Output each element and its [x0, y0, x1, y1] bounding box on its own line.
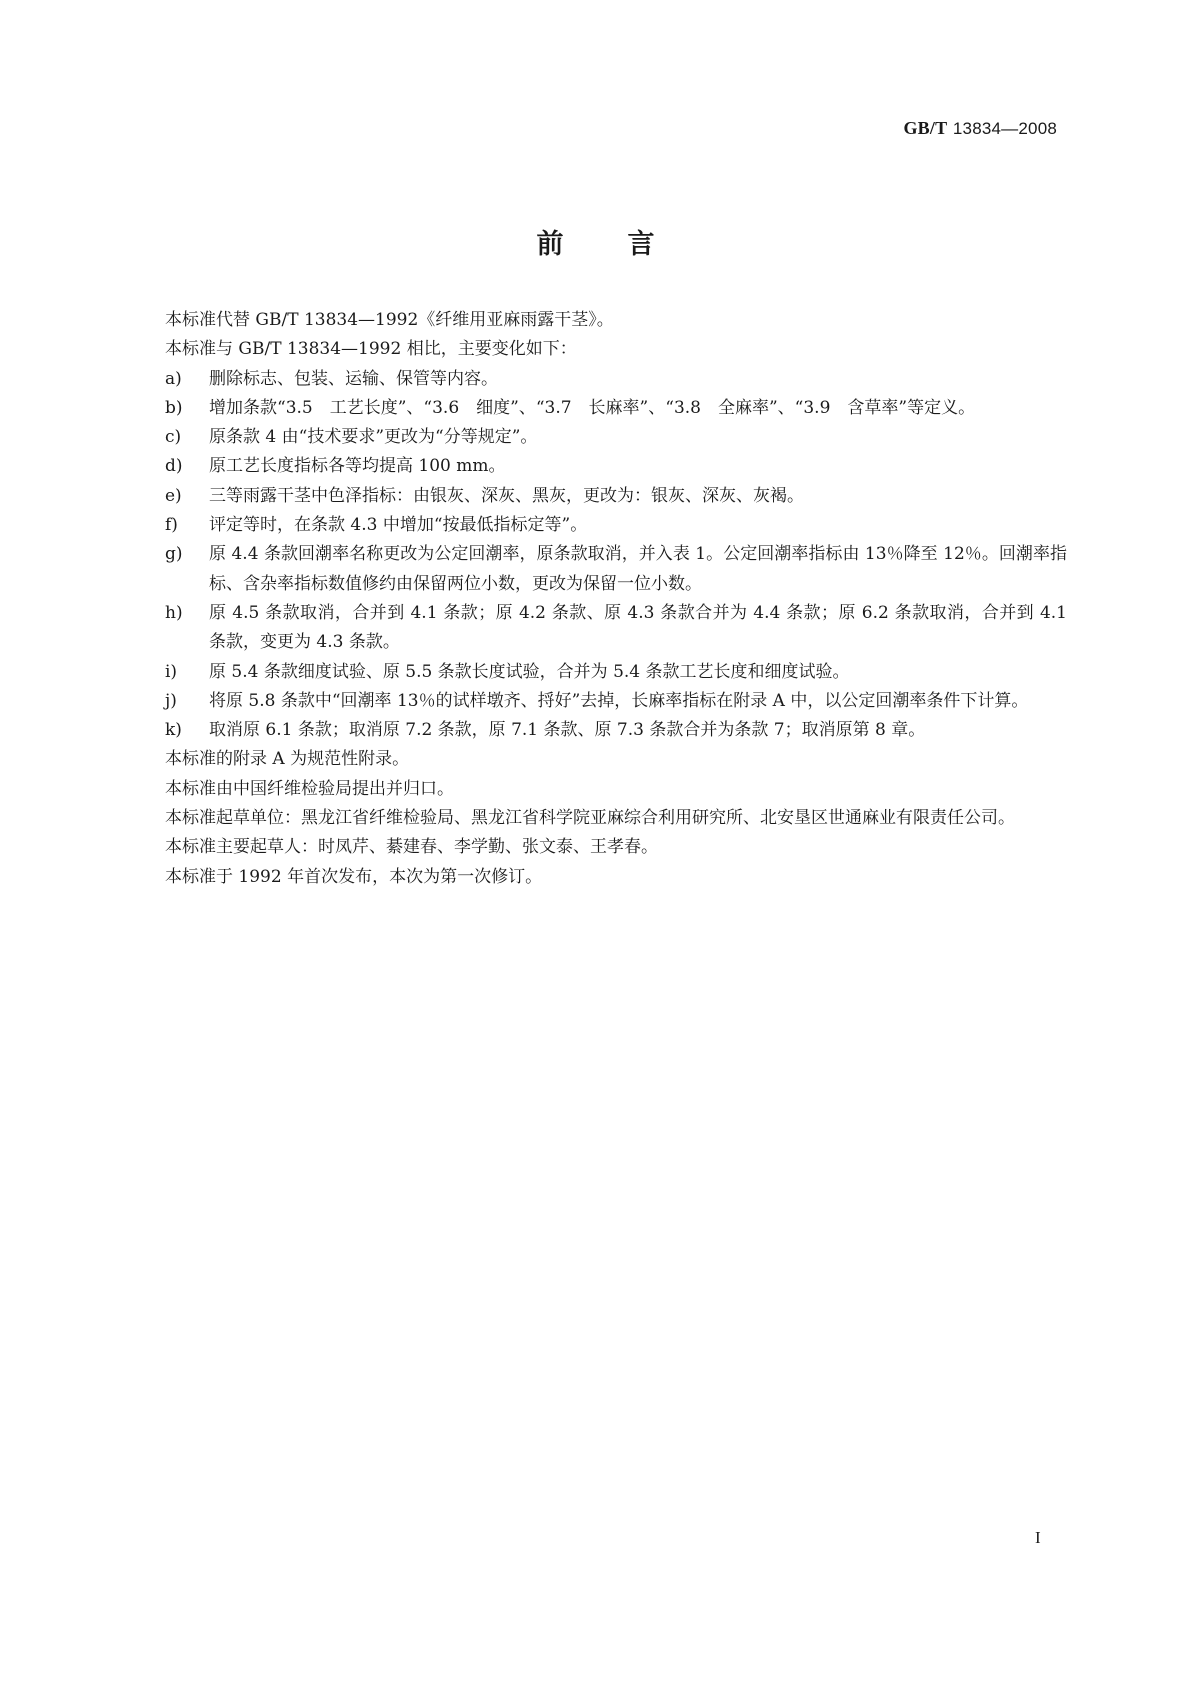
- list-label: f): [165, 515, 178, 536]
- changes-list: [121, 365, 1067, 746]
- page-title: 前言: [536, 229, 719, 260]
- list-text: 原 4.4 条款回潮率名称更改为公定回潮率，原条款取消，并入表 1。公定回潮率指标由 13％降至 12％。回潮率指标、含杂率指标数值修约由保留两位小数，更改为保留一位小数。: [209, 544, 1067, 594]
- standard-number: 13834—2008: [952, 119, 1057, 138]
- list-label: j): [165, 690, 177, 711]
- list-text: 删除标志、包装、运输、保管等内容。: [209, 368, 498, 389]
- list-item-e: [121, 482, 1067, 511]
- list-text: 取消原 6.1 条款；取消原 7.2 条款，原 7.1 条款、原 7.3 条款合并为条款 7；取消原第 8 章。: [209, 720, 926, 741]
- page-number: I: [1035, 1528, 1041, 1547]
- paragraph-annex: 本标准的附录 A 为规范性附录。: [165, 749, 410, 770]
- paragraph-changes-intro: 本标准与 GB/T 13834—1992 相比，主要变化如下：: [165, 339, 577, 360]
- paragraph-drafting-units: 本标准起草单位：黑龙江省纤维检验局、黑龙江省科学院亚麻综合利用研究所、北安垦区世通麻业有限责任公司。: [165, 808, 1015, 829]
- list-label: e): [165, 485, 182, 506]
- list-item-d: [121, 452, 1067, 481]
- list-label: g): [165, 544, 183, 565]
- list-text: 原 5.4 条款细度试验、原 5.5 条款长度试验，合并为 5.4 条款工艺长度和细度试验。: [209, 661, 850, 682]
- paragraph-history: 本标准于 1992 年首次发布，本次为第一次修订。: [165, 866, 543, 887]
- list-label: a): [165, 368, 182, 389]
- list-text: 原 4.5 条款取消，合并到 4.1 条款；原 4.2 条款、原 4.3 条款合并为 4.4 条款；原 6.2 条款取消，合并到 4.1 条款，变更为 4.3 条款。: [209, 602, 1067, 653]
- list-label: d): [165, 456, 183, 477]
- paragraph-replaces: 本标准代替 GB/T 13834—1992《纤维用亚麻雨露干茎》。: [165, 310, 614, 330]
- list-item-a: [121, 365, 1067, 394]
- list-label: b): [165, 397, 183, 418]
- list-item-i: [121, 658, 1067, 687]
- list-item-j: [121, 687, 1067, 716]
- list-item-k: [121, 716, 1067, 745]
- list-item-h: [121, 599, 1067, 658]
- list-label: h): [165, 602, 183, 623]
- list-item-g: [121, 540, 1067, 599]
- paragraph-proposer: 本标准由中国纤维检验局提出并归口。: [165, 778, 454, 799]
- list-text: 原工艺长度指标各等均提高 100 mm。: [209, 456, 506, 477]
- list-label: i): [165, 661, 178, 682]
- list-text: 将原 5.8 条款中“回潮率 13％的试样墩齐、捋好”去掉，长麻率指标在附录 A 中，以公定回潮率条件下计算。: [209, 690, 1029, 711]
- standard-prefix: GB/T: [903, 118, 948, 138]
- list-label: c): [165, 427, 182, 448]
- paragraph-drafters: 本标准主要起草人：时凤芹、綦建春、李学勤、张文泰、王孝春。: [165, 837, 658, 858]
- list-item-b: [121, 394, 1067, 423]
- list-label: k): [165, 720, 182, 741]
- list-text: 评定等时，在条款 4.3 中增加“按最低指标定等”。: [209, 515, 588, 536]
- list-item-f: [121, 511, 1067, 540]
- list-item-c: [121, 423, 1067, 452]
- list-text: 原条款 4 由“技术要求”更改为“分等规定”。: [209, 427, 538, 448]
- foreword-body: [121, 306, 1067, 892]
- standard-code: [903, 118, 1057, 139]
- list-text: 三等雨露干茎中色泽指标：由银灰、深灰、黑灰，更改为：银灰、深灰、灰褐。: [209, 485, 804, 506]
- list-text: 增加条款“3.5 工艺长度”、“3.6 细度”、“3.7 长麻率”、“3.8 全麻率”、“3.9 含草率”等定义。: [209, 397, 976, 418]
